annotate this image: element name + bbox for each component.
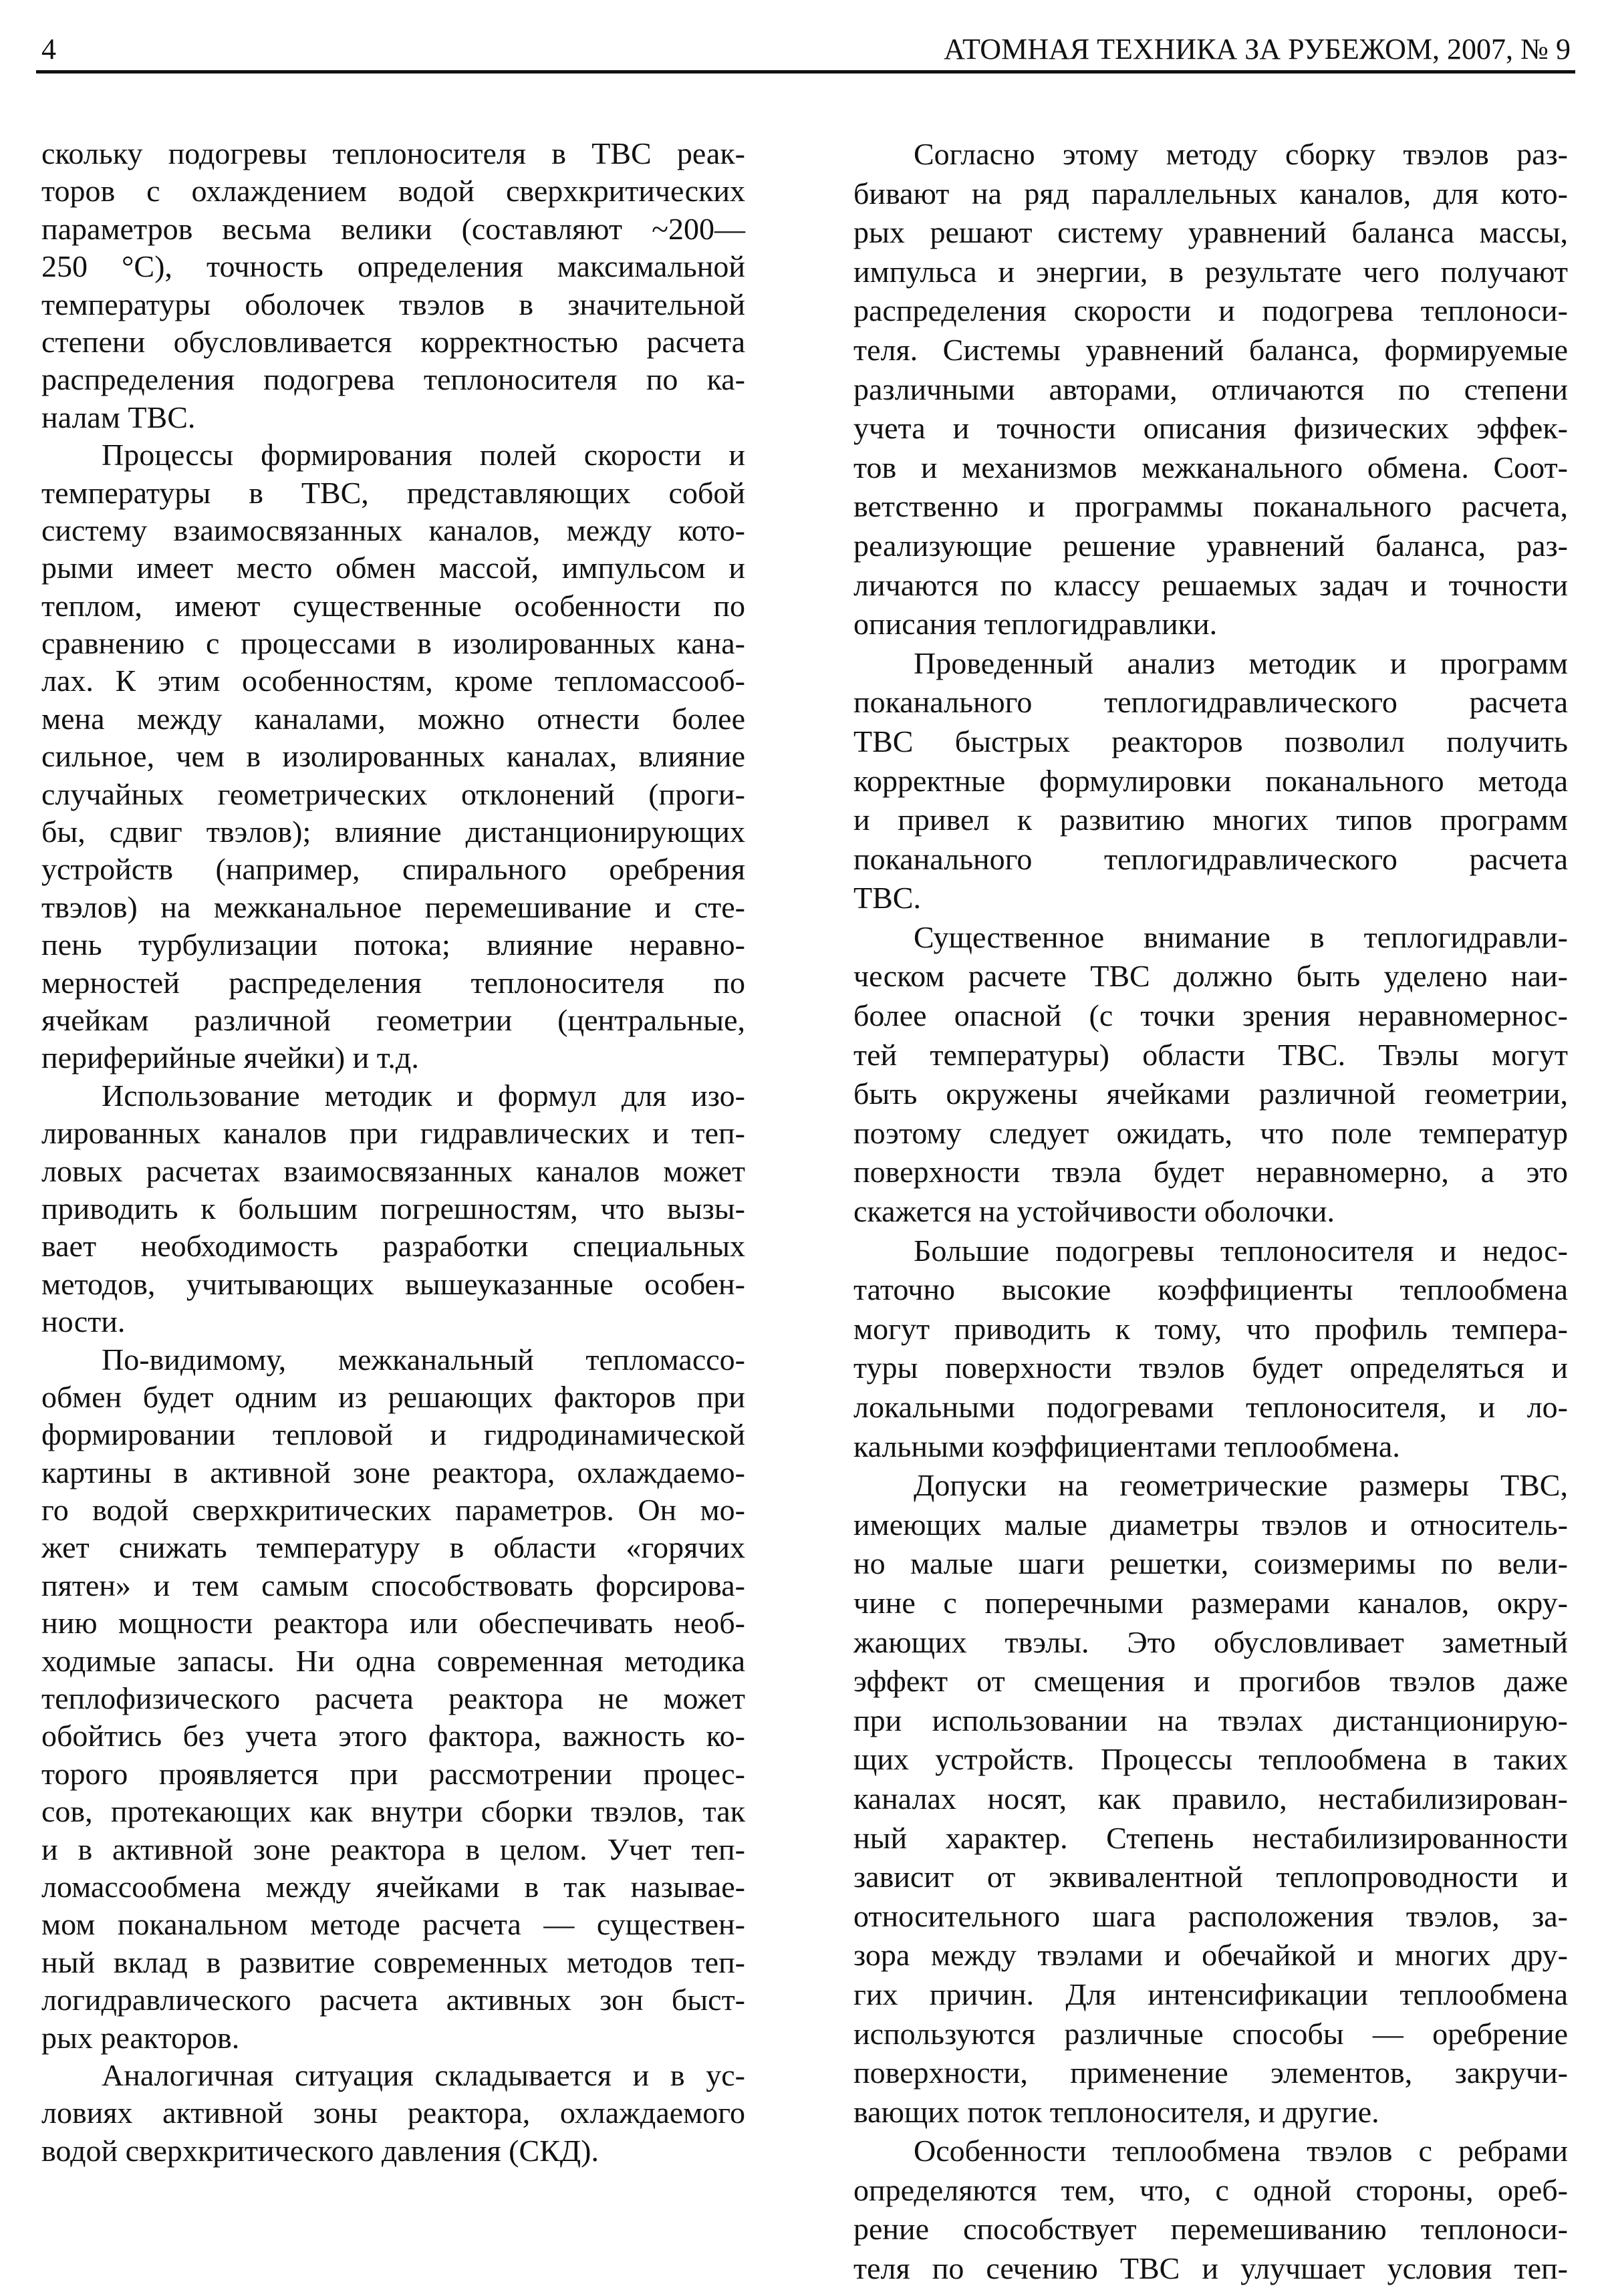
text-line: и привел к развитию многих типов программ [853,803,1568,837]
text-line: поканального теплогидравлического расчета [853,685,1568,720]
text-line: каналах носят, как правило, нестабилизирован- [853,1781,1568,1816]
text-line: описания теплогидравлики. [853,607,1218,641]
text-line: Допуски на геометрические размеры ТВС, [914,1468,1568,1503]
text-line: методов, учитывающих вышеуказанные особен- [41,1266,745,1301]
text-line: бы, сдвиг твэлов); влияние дистанционирующих [41,815,745,849]
text-line: корректные формулировки поканального метода [853,763,1568,798]
text-line: лах. К этим особенностям, кроме тепломассооб- [41,664,745,698]
text-line: но малые шаги решетки, соизмеримы по вели- [853,1546,1568,1581]
running-header-journal-title: АТОМНАЯ ТЕХНИКА ЗА РУБЕЖОМ, 2007, № 9 [944,33,1571,65]
text-line: водой сверхкритического давления (СКД). [41,2133,599,2168]
text-line: имеющих малые диаметры твэлов и относитель- [853,1507,1568,1542]
text-line: рых решают систему уравнений баланса массы, [853,215,1568,250]
paragraph [853,918,1568,1232]
text-line: мом поканальном методе расчета — существен- [41,1907,745,1942]
text-line: рых реакторов. [41,2020,240,2055]
text-column-left [41,135,745,2170]
text-line: чине с поперечными размерами каналов, окру- [853,1585,1568,1620]
text-line: бивают на ряд параллельных каналов, для кото- [853,176,1568,210]
text-line: импульса и энергии, в результате чего получают [853,254,1568,289]
text-line: налам ТВС. [41,400,196,434]
paragraph [41,2057,745,2170]
text-line: быть окружены ячейками различной геометрии, [853,1077,1568,1111]
text-line: температуры в ТВС, представляющих собой [41,475,745,510]
paragraph [41,1077,745,1341]
text-line: пятен» и тем самым способствовать форсирова- [41,1568,745,1602]
text-line: картины в активной зоне реактора, охлаждаемо- [41,1455,745,1489]
text-line: скольку подогревы теплоносителя в ТВС реак- [41,136,745,170]
text-line: формировании тепловой и гидродинамической [41,1417,745,1452]
text-line: ТВС быстрых реакторов позволил получить [853,724,1568,758]
text-line: периферийные ячейки) и т.д. [41,1040,419,1075]
text-line: различными авторами, отличаются по степени [853,372,1568,406]
text-line: при использовании на твэлах дистанционирую- [853,1703,1568,1737]
text-line: Особенности теплообмена твэлов с ребрами [914,2134,1568,2168]
text-line: поэтому следует ожидать, что поле температур [853,1115,1568,1150]
text-line: теля по сечению ТВС и улучшает условия теп- [853,2251,1568,2286]
text-line: ТВС. [853,881,921,915]
text-line: ветственно и программы поканального расчета, [853,489,1568,524]
text-line: определяются тем, что, с одной стороны, ореб- [853,2172,1568,2207]
text-line: поканального теплогидравлического расчета [853,841,1568,876]
text-line: ловиях активной зоны реактора, охлаждаемого [41,2096,745,2130]
paragraph [853,135,1568,644]
text-line: го водой сверхкритических параметров. Он мо- [41,1493,745,1528]
text-line: личаются по классу решаемых задач и точности [853,567,1568,602]
text-line: логидравлического расчета активных зон быст- [41,1983,745,2017]
text-line: скажется на устойчивости оболочки. [853,1194,1335,1229]
text-line: рение способствует перемешиванию теплоноси- [853,2212,1568,2247]
text-line: пень турбулизации потока; влияние неравно- [41,927,745,962]
text-line: приводить к большим погрешностям, что вызы- [41,1191,745,1226]
text-line: сильное, чем в изолированных каналах, влияние [41,739,745,774]
text-line: торов с охлаждением водой сверхкритических [41,174,745,208]
text-line: температуры оболочек твэлов в значительной [41,287,745,321]
text-line: жет снижать температуру в области «горячих [41,1530,745,1565]
text-line: могут приводить к тому, что профиль темпера- [853,1311,1568,1346]
text-line: Большие подогревы теплоносителя и недос- [914,1233,1568,1268]
text-line: используются различные способы — оребрение [853,2016,1568,2051]
text-line: теплофизического расчета реактора не может [41,1681,745,1716]
text-line: сравнению с процессами в изолированных кана- [41,626,745,661]
text-line: Использование методик и формул для изо- [102,1078,745,1113]
text-line: твэлов) на межканальное перемешивание и сте- [41,889,745,924]
text-line: вающих поток теплоносителя, и другие. [853,2094,1379,2129]
text-line: жающих твэлы. Это обусловливает заметный [853,1624,1568,1659]
text-line: вает необходимость разработки специальных [41,1229,745,1264]
text-line: гих причин. Для интенсификации теплообмена [853,1977,1568,2011]
paragraph [41,436,745,1077]
paragraph [41,1341,745,2057]
text-line: параметров весьма велики (составляют ~200— [41,211,745,246]
text-line: распределения подогрева теплоносителя по ка- [41,362,745,397]
text-line: реализующие решение уравнений баланса, раз- [853,528,1568,563]
text-line: зора между твэлами и обечайкой и многих дру- [853,1938,1568,1973]
text-line: зависит от эквивалентной теплопроводности и [853,1860,1568,1894]
text-line: щих устройств. Процессы теплообмена в таких [853,1742,1568,1777]
header-rule [36,70,1575,74]
paragraph [853,1232,1568,1467]
text-line: рыми имеет место обмен массой, импульсом и [41,551,745,585]
text-line: ломассообмена между ячейками в так называе- [41,1869,745,1904]
text-line: систему взаимосвязанных каналов, между кото- [41,513,745,547]
text-line: Процессы формирования полей скорости и [102,438,745,472]
text-line: ходимые запасы. Ни одна современная методика [41,1643,745,1678]
text-line: ческом расчете ТВС должно быть уделено наи- [853,959,1568,994]
text-line: нию мощности реактора или обеспечивать необ- [41,1606,745,1640]
text-column-right [853,135,1568,2289]
paragraph [853,2132,1568,2288]
text-line: 250 °С), точность определения максимальной [41,249,745,284]
text-line: ности. [41,1304,126,1339]
text-line: степени обусловливается корректностью расчета [41,324,745,359]
paragraph [41,135,745,436]
text-line: поверхности, применение элементов, закручи- [853,2055,1568,2090]
text-line: Существенное внимание в теплогидравли- [914,919,1568,954]
text-line: поверхности твэла будет неравномерно, а это [853,1155,1568,1189]
text-line: относительного шага расположения твэлов, за- [853,1898,1568,1933]
text-line: ячейкам различной геометрии (центральные, [41,1002,745,1037]
text-line: тей температуры) области ТВС. Твэлы могут [853,1037,1568,1072]
text-line: По-видимому, межканальный тепломассо- [102,1342,745,1377]
text-line: Проведенный анализ методик и программ [914,645,1568,680]
text-line: ный характер. Степень нестабилизированности [853,1820,1568,1855]
text-line: локальными подогревами теплоносителя, и ло- [853,1390,1568,1424]
text-line: эффект от смещения и прогибов твэлов даже [853,1664,1568,1699]
text-line: теплом, имеют существенные особенности по [41,588,745,623]
text-line: и в активной зоне реактора в целом. Учет теп- [41,1832,745,1866]
text-line: Согласно этому методу сборку твэлов раз- [914,137,1568,171]
text-line: учета и точности описания физических эффек- [853,411,1568,446]
paragraph [853,1466,1568,2132]
text-line: устройств (например, спирального оребрения [41,852,745,887]
text-line: Аналогичная ситуация складывается и в ус- [102,2057,745,2092]
text-line: теля. Системы уравнений баланса, формируемые [853,332,1568,367]
text-line: распределения скорости и подогрева теплоноси- [853,293,1568,328]
text-line: более опасной (с точки зрения неравномернос- [853,998,1568,1033]
text-line: мена между каналами, можно отнести более [41,701,745,736]
paragraph [853,644,1568,918]
text-line: туры поверхности твэлов будет определяться и [853,1350,1568,1385]
text-line: случайных геометрических отклонений (проги- [41,776,745,811]
text-line: торого проявляется при рассмотрении процес- [41,1756,745,1791]
text-line: лированных каналов при гидравлических и теп- [41,1116,745,1151]
text-line: ловых расчетах взаимосвязанных каналов может [41,1153,745,1188]
text-line: тов и механизмов межканального обмена. Соот- [853,450,1568,484]
page-number: 4 [41,33,56,65]
text-line: ный вклад в развитие современных методов теп- [41,1945,745,1979]
text-line: обмен будет одним из решающих факторов при [41,1379,745,1414]
text-line: мерностей распределения теплоносителя по [41,965,745,1000]
text-line: сов, протекающих как внутри сборки твэлов, так [41,1794,745,1829]
text-line: обойтись без учета этого фактора, важность ко- [41,1719,745,1753]
text-line: кальными коэффициентами теплообмена. [853,1429,1400,1463]
text-line: таточно высокие коэффициенты теплообмена [853,1272,1568,1307]
